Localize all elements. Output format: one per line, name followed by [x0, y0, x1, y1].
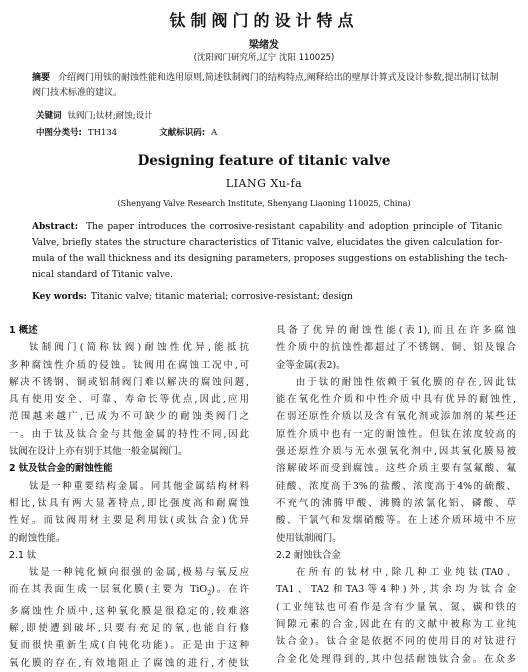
body-line: 钛合金)。钛合金是依据不同的使用目的对钛进行 [276, 636, 516, 648]
body-line: 具备了优异的耐蚀性能(表1),而且在许多腐蚀 [276, 325, 516, 336]
chinese-title: 钛制阀门的设计特点 [169, 11, 359, 30]
body-line: 而在其表面生成一层氧化膜(主要为 TiO$_2$)。在许 [9, 584, 249, 598]
body-line: 多种腐蚀性介质的侵蚀。钛阀用在腐蚀工况中,可 [9, 359, 249, 371]
english-keywords-label: Key words: [32, 292, 87, 302]
english-abstract-label: Abstract: [32, 222, 79, 232]
english-abstract-line: Abstract: The paper introduces the corrosive-resistant capability and adoption principle of Titanic [32, 222, 502, 232]
english-abstract-line: nical standard of Titanic valve. [32, 270, 173, 280]
chinese-author: 梁绪发 [249, 40, 279, 51]
body-line: 钛制阀门(简称钛阀)耐蚀性优异,能抵抗 [29, 342, 249, 354]
body-line: 使用钛制阀门。 [276, 532, 342, 544]
body-line: 在所有的钛材中,除几种工业纯钛(TA0、 [296, 567, 516, 579]
body-line: 复而很快重新生成(自钝化功能)。正是由于这种 [9, 640, 249, 652]
body-line: 由于钛的耐蚀性依赖于氧化膜的存在,因此钛 [296, 376, 516, 388]
body-line: 相比,钛具有两大显著特点,即比强度高和耐腐蚀 [9, 497, 249, 509]
class-number-label: 中图分类号: [36, 128, 82, 138]
english-abstract [32, 219, 508, 283]
body-line: 间隙元素的合金,因此在有的文献中被称为工业纯 [276, 619, 516, 631]
english-keywords [32, 292, 353, 302]
section-heading-overview: 1 概述 [9, 325, 38, 336]
body-line: 在弱还原性介质以及含有氧化剂或添加剂的某些还 [276, 411, 516, 423]
body-line: 范围越来越广,已成为不可缺少的耐蚀类阀门之 [9, 411, 249, 423]
english-title: Designing feature of titanic valve [137, 153, 391, 169]
classification-line [36, 126, 217, 138]
chinese-keywords-label: 关键词 [36, 111, 62, 121]
body-line: 一。由于钛及钛合金与其他金属的特性不同,因此 [9, 428, 249, 440]
body-line: (工业纯钛也可看作是含有少量氧、氮、碳和铁的 [276, 601, 516, 613]
body-line: 多腐蚀性介质中,这种氧化膜是很稳定的,较难溶 [9, 605, 249, 617]
doc-code-label: 文献标识码: [159, 128, 206, 138]
chinese-abstract-label: 摘要 [32, 73, 51, 83]
english-author: LIANG Xu-fa [225, 177, 303, 190]
body-line: 解决不锈钢、铜或铝制阀门难以解决的腐蚀问题, [9, 376, 249, 388]
body-line: 酸、干氯气和发烟硝酸等。在上述介质环境中不应 [276, 515, 516, 527]
chinese-abstract-text: 介绍阀门用钛的耐蚀性能和选用原则,简述钛制阀门的结构特点,阐释给出的壁厚计算式及设计参数,提出制订钛制阀门技术标准的建议。 [32, 73, 499, 98]
english-affiliation: (Shenyang Valve Research Institute, Shenyang Liaoning 110025, China) [117, 199, 411, 208]
body-line: 的耐蚀性能。 [9, 532, 66, 544]
body-line: TA1、TA2和TA3等4种)外,其余均为钛合金 [276, 584, 516, 596]
chinese-affiliation: (沈阳阀门研究所,辽宁 沈阳 110025) [193, 53, 335, 63]
body-line: 性好。而钛阀用材主要是利用钛(或钛合金)优异 [9, 515, 249, 527]
body-line: 钛是一种钝化倾向很强的金属,极易与氧反应 [29, 567, 249, 579]
body-line: 金等金属(表2)。 [276, 359, 346, 371]
right-column [276, 322, 516, 668]
left-column [9, 322, 249, 672]
body-line: 溶解破坏而受到腐蚀。这些介质主要有氢氟酸、氟 [276, 463, 516, 475]
body-line: 氧化膜的存在,有效地阻止了腐蚀的进行,才使钛 [9, 657, 249, 669]
subsection-heading-alloys: 2.2 耐蚀钛合金 [276, 549, 341, 561]
subsection-heading-titanium: 2.1 钛 [9, 549, 37, 561]
body-line: 钛阀在设计上亦有别于其他一般金属阀门。 [9, 446, 188, 458]
body-line: 强还原性介质与无水强氧化剂中,因其氧化膜易被 [276, 446, 516, 458]
body-line: 钛是一种重要结构金属。同其他金属结构材料 [29, 480, 249, 492]
body-line: 原性介质中也有一定的耐蚀性。但钛在浓度较高的 [276, 428, 516, 440]
english-abstract-line: Valve, briefly states the structure characteristics of Titanic valve, elucidates the given calculation for- [32, 238, 502, 248]
english-abstract-line: mula of the wall thickness and its designing parameters, proposes suggestions on establishing the tech- [32, 254, 508, 264]
body-line: 合金化处理得到的,其中包括耐蚀钛合金。在众多 [276, 653, 516, 665]
body-line: 具有使用安全、可靠、寿命长等优点,因此,应用 [9, 394, 249, 406]
body-line: 解,即使遭到破坏,只要有充足的氧,也能自行修 [9, 622, 249, 634]
doc-code-value: A [211, 128, 218, 138]
chinese-keywords [36, 109, 153, 121]
section-heading-corrosion: 2 钛及钛合金的耐蚀性能 [9, 463, 113, 475]
class-number-value: TH134 [87, 128, 118, 138]
chinese-keywords-text: 钛阀门;钛材;耐蚀;设计 [67, 111, 153, 121]
english-keywords-text: Titanic valve; titanic material; corrosive-resistant; design [90, 292, 353, 302]
body-line: 不充气的沸腾甲酸、沸腾的浓氯化铝、磷酸、草 [276, 497, 516, 509]
body-line: 硅酸、浓度高于3%的盐酸、浓度高于4%的硫酸、 [276, 480, 516, 492]
body-line: 性介质中的抗蚀性都超过了不锈钢、铜、铝及镍合 [276, 342, 516, 354]
body-line: 能在氧化性介质和中性介质中具有优异的耐蚀性, [276, 394, 516, 406]
chinese-abstract [32, 71, 502, 101]
